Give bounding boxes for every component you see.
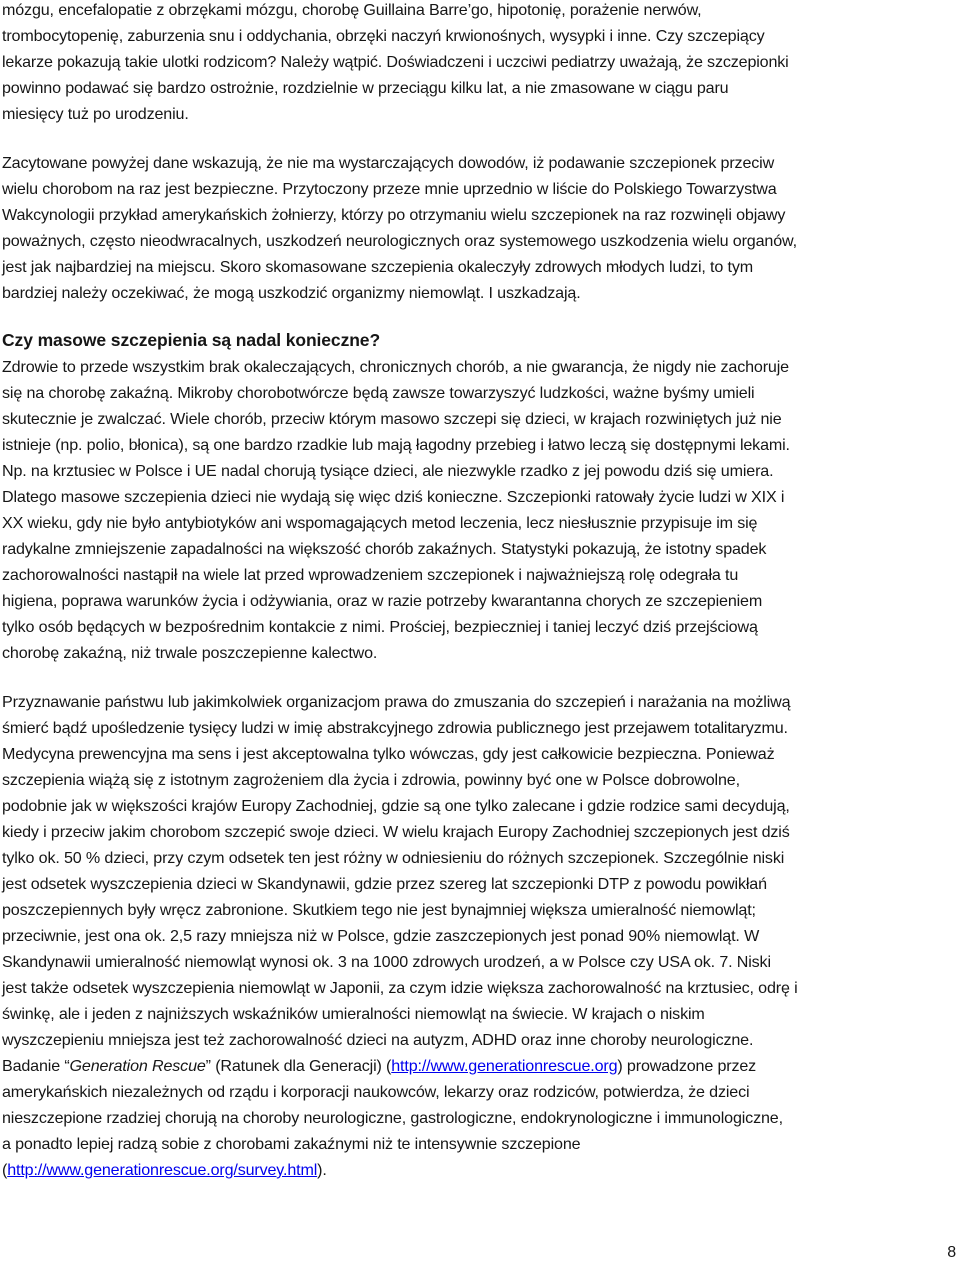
paragraph-2 (2, 150, 957, 306)
text-line: Np. na krztusiec w Polsce i UE nadal chorują tysiące dzieci, ale niezwykle rzadko z jej powodu dziś się umiera. (2, 462, 774, 480)
text-line: miesięcy tuż po urodzeniu. (2, 105, 189, 123)
text-line: się na chorobę zakaźną. Mikroby chorobotwórcze będą zawsze towarzyszyć ludzkości, ważne byśmy umieli (2, 384, 755, 402)
text-fragment: ). (317, 1161, 327, 1179)
text-line: bardziej należy oczekiwać, że mogą uszkodzić organizmy niemowląt. I uszkadzają. (2, 284, 581, 302)
text-fragment: ” (Ratunek dla Generacji) ( (205, 1057, 392, 1075)
text-line: trombocytopenię, zaburzenia snu i oddychania, obrzęki naczyń krwionośnych, wysypki i inne. Czy szczepiący (2, 27, 765, 45)
text-line: szczepienia wiążą się z istotnym zagrożeniem dla życia i zdrowia, powinny być one w Polsce dobrowolne, (2, 771, 740, 789)
text-line: poważnych, często nieodwracalnych, uszkodzeń neurologicznych oraz systemowego uszkodzenia wielu organów, (2, 232, 797, 250)
text-line: przeciwnie, jest ona ok. 2,5 razy mniejsza niż w Polsce, gdzie zaszczepionych jest ponad 90% niemowląt. W (2, 927, 760, 945)
text-line: tylko ok. 50 % dzieci, przy czym odsetek ten jest różny w odniesieniu do różnych szczepionek. Szczególnie niski (2, 849, 785, 867)
text-line: jest odsetek wyszczepienia dzieci w Skandynawii, gdzie przez szereg lat szczepionki DTP z powodu powikłań (2, 875, 767, 893)
text-line: XX wieku, gdy nie było antybiotyków ani wspomagających metod leczenia, lecz niesłusznie przypisuje im się (2, 514, 758, 532)
text-line: Medycyna prewencyjna ma sens i jest akceptowalna tylko wówczas, gdy jest całkowicie bezpieczna. Ponieważ (2, 745, 775, 763)
paragraph-gap (2, 306, 957, 326)
text-line: jest jak najbardziej na miejscu. Skoro skomasowane szczepienia okaleczyły zdrowych młodych ludzi, to tym (2, 258, 753, 276)
text-line: chorobę zakaźną, niż trwale poszczepienne kalectwo. (2, 644, 378, 662)
generationrescue-link[interactable]: http://www.generationrescue.org (391, 1057, 618, 1075)
survey-link[interactable]: http://www.generationrescue.org/survey.html (7, 1161, 318, 1179)
text-fragment: ) prowadzone przez (617, 1057, 757, 1075)
text-line: podobnie jak w większości krajów Europy Zachodniej, gdzie są one tylko zalecane i gdzie rodzice sami decydują, (2, 797, 790, 815)
text-line: higiena, poprawa warunków życia i odżywiania, oraz w razie potrzeby kwarantanna chorych ze szczepieniem (2, 592, 763, 610)
page-number: 8 (947, 1244, 956, 1261)
text-line: powinno podawać się bardzo ostrożnie, rozdzielnie w przeciągu kilku lat, a nie zmasowane w ciągu paru (2, 79, 729, 97)
text-line: istnieje (np. polio, błonica), są one bardzo rzadkie lub mają łagodny przebieg i łatwo leczą się dostępnymi lekami. (2, 436, 790, 454)
paragraph-gap (2, 666, 957, 689)
text-line: lekarze pokazują takie ulotki rodzicom? Należy wątpić. Doświadczeni i uczciwi pediatrzy uważają, że szczepionki (2, 53, 789, 71)
paragraph-3 (2, 354, 957, 666)
text-line: Zacytowane powyżej dane wskazują, że nie ma wystarczających dowodów, iż podawanie szczepionek przeciw (2, 154, 775, 172)
text-line: amerykańskich niezależnych od rządu i korporacji naukowców, lekarzy oraz rodziców, potwierdza, że dzieci (2, 1083, 750, 1101)
text-line: skutecznie je zwalczać. Wiele chorób, przeciw którym masowo szczepi się dzieci, w krajach rozwiniętych już nie (2, 410, 782, 428)
text-line: mózgu, encefalopatie z obrzękami mózgu, chorobę Guillaina Barre’go, hipotonię, porażenie nerwów, (2, 1, 702, 19)
paragraph-4 (2, 689, 957, 1183)
paragraph-gap (2, 127, 957, 150)
text-line: radykalne zmniejszenie zapadalności na większość chorób zakaźnych. Statystyki pokazują, że istotny spadek (2, 540, 767, 558)
text-fragment: ( (2, 1161, 8, 1179)
text-line: a ponadto lepiej radzą sobie z chorobami zakaźnymi niż te intensywnie szczepione (2, 1135, 581, 1153)
text-line: jest także odsetek wyszczepienia niemowląt w Japonii, za czym idzie większa zachorowalność na krztusiec, odrę i (2, 979, 798, 997)
section-heading: Czy masowe szczepienia są nadal konieczne? (2, 330, 381, 350)
text-line-with-link (2, 1053, 957, 1079)
text-line: Przyznawanie państwu lub jakimkolwiek organizacjom prawa do zmuszania do szczepień i narażania na możliwą (2, 693, 791, 711)
text-line: zachorowalności nastąpił na wiele lat przed wprowadzeniem szczepionek i najważniejszą rolę odegrała tu (2, 566, 739, 584)
text-line: Skandynawii umieralność niemowląt wynosi ok. 3 na 1000 zdrowych urodzeń, a w Polsce czy USA ok. 7. Niski (2, 953, 771, 971)
text-line: Dlatego masowe szczepienia dzieci nie wydają się więc dziś konieczne. Szczepionki ratowały życie ludzi w XIX i (2, 488, 785, 506)
text-line: śmierć bądź upośledzenie tysięcy ludzi w imię abstrakcyjnego zdrowia publicznego jest przejawem totalitaryzmu. (2, 719, 788, 737)
text-line: Wakcynologii przykład amerykańskich żołnierzy, którzy po otrzymaniu wielu szczepionek na raz rozwinęli objawy (2, 206, 786, 224)
text-line: nieszczepione rzadziej chorują na choroby neurologiczne, gastrologiczne, endokrynologiczne i immunologiczne, (2, 1109, 783, 1127)
text-line: kiedy i przeciw jakim chorobom szczepić swoje dzieci. W wielu krajach Europy Zachodniej szczepionych jest dziś (2, 823, 790, 841)
text-line: tylko osób będących w bezpośrednim kontakcie z nimi. Prościej, bezpieczniej i taniej leczyć dziś przejściową (2, 618, 758, 636)
text-line: wielu chorobom na raz jest bezpieczne. Przytoczony przeze mnie uprzednio w liście do Polskiego Towarzystwa (2, 180, 777, 198)
text-line: wyszczepieniu mniejsza jest też zachorowalność dzieci na autyzm, ADHD oraz inne choroby neurologiczne. (2, 1031, 754, 1049)
text-line: świnkę, ale i jeden z najniższych wskaźników umieralności niemowląt na świecie. W krajach o niskim (2, 1005, 705, 1023)
text-line: Zdrowie to przede wszystkim brak okaleczających, chronicznych chorób, a nie gwarancja, że nigdy nie zachoruje (2, 358, 789, 376)
text-line: poszczepiennych były wręcz zabronione. Skutkiem tego nie jest bynajmniej większa umieralność niemowląt; (2, 901, 756, 919)
paragraph-1 (2, 0, 957, 127)
text-line-with-link (2, 1157, 957, 1183)
italic-title: Generation Rescue (69, 1057, 206, 1075)
text-fragment: Badanie “ (2, 1057, 70, 1075)
